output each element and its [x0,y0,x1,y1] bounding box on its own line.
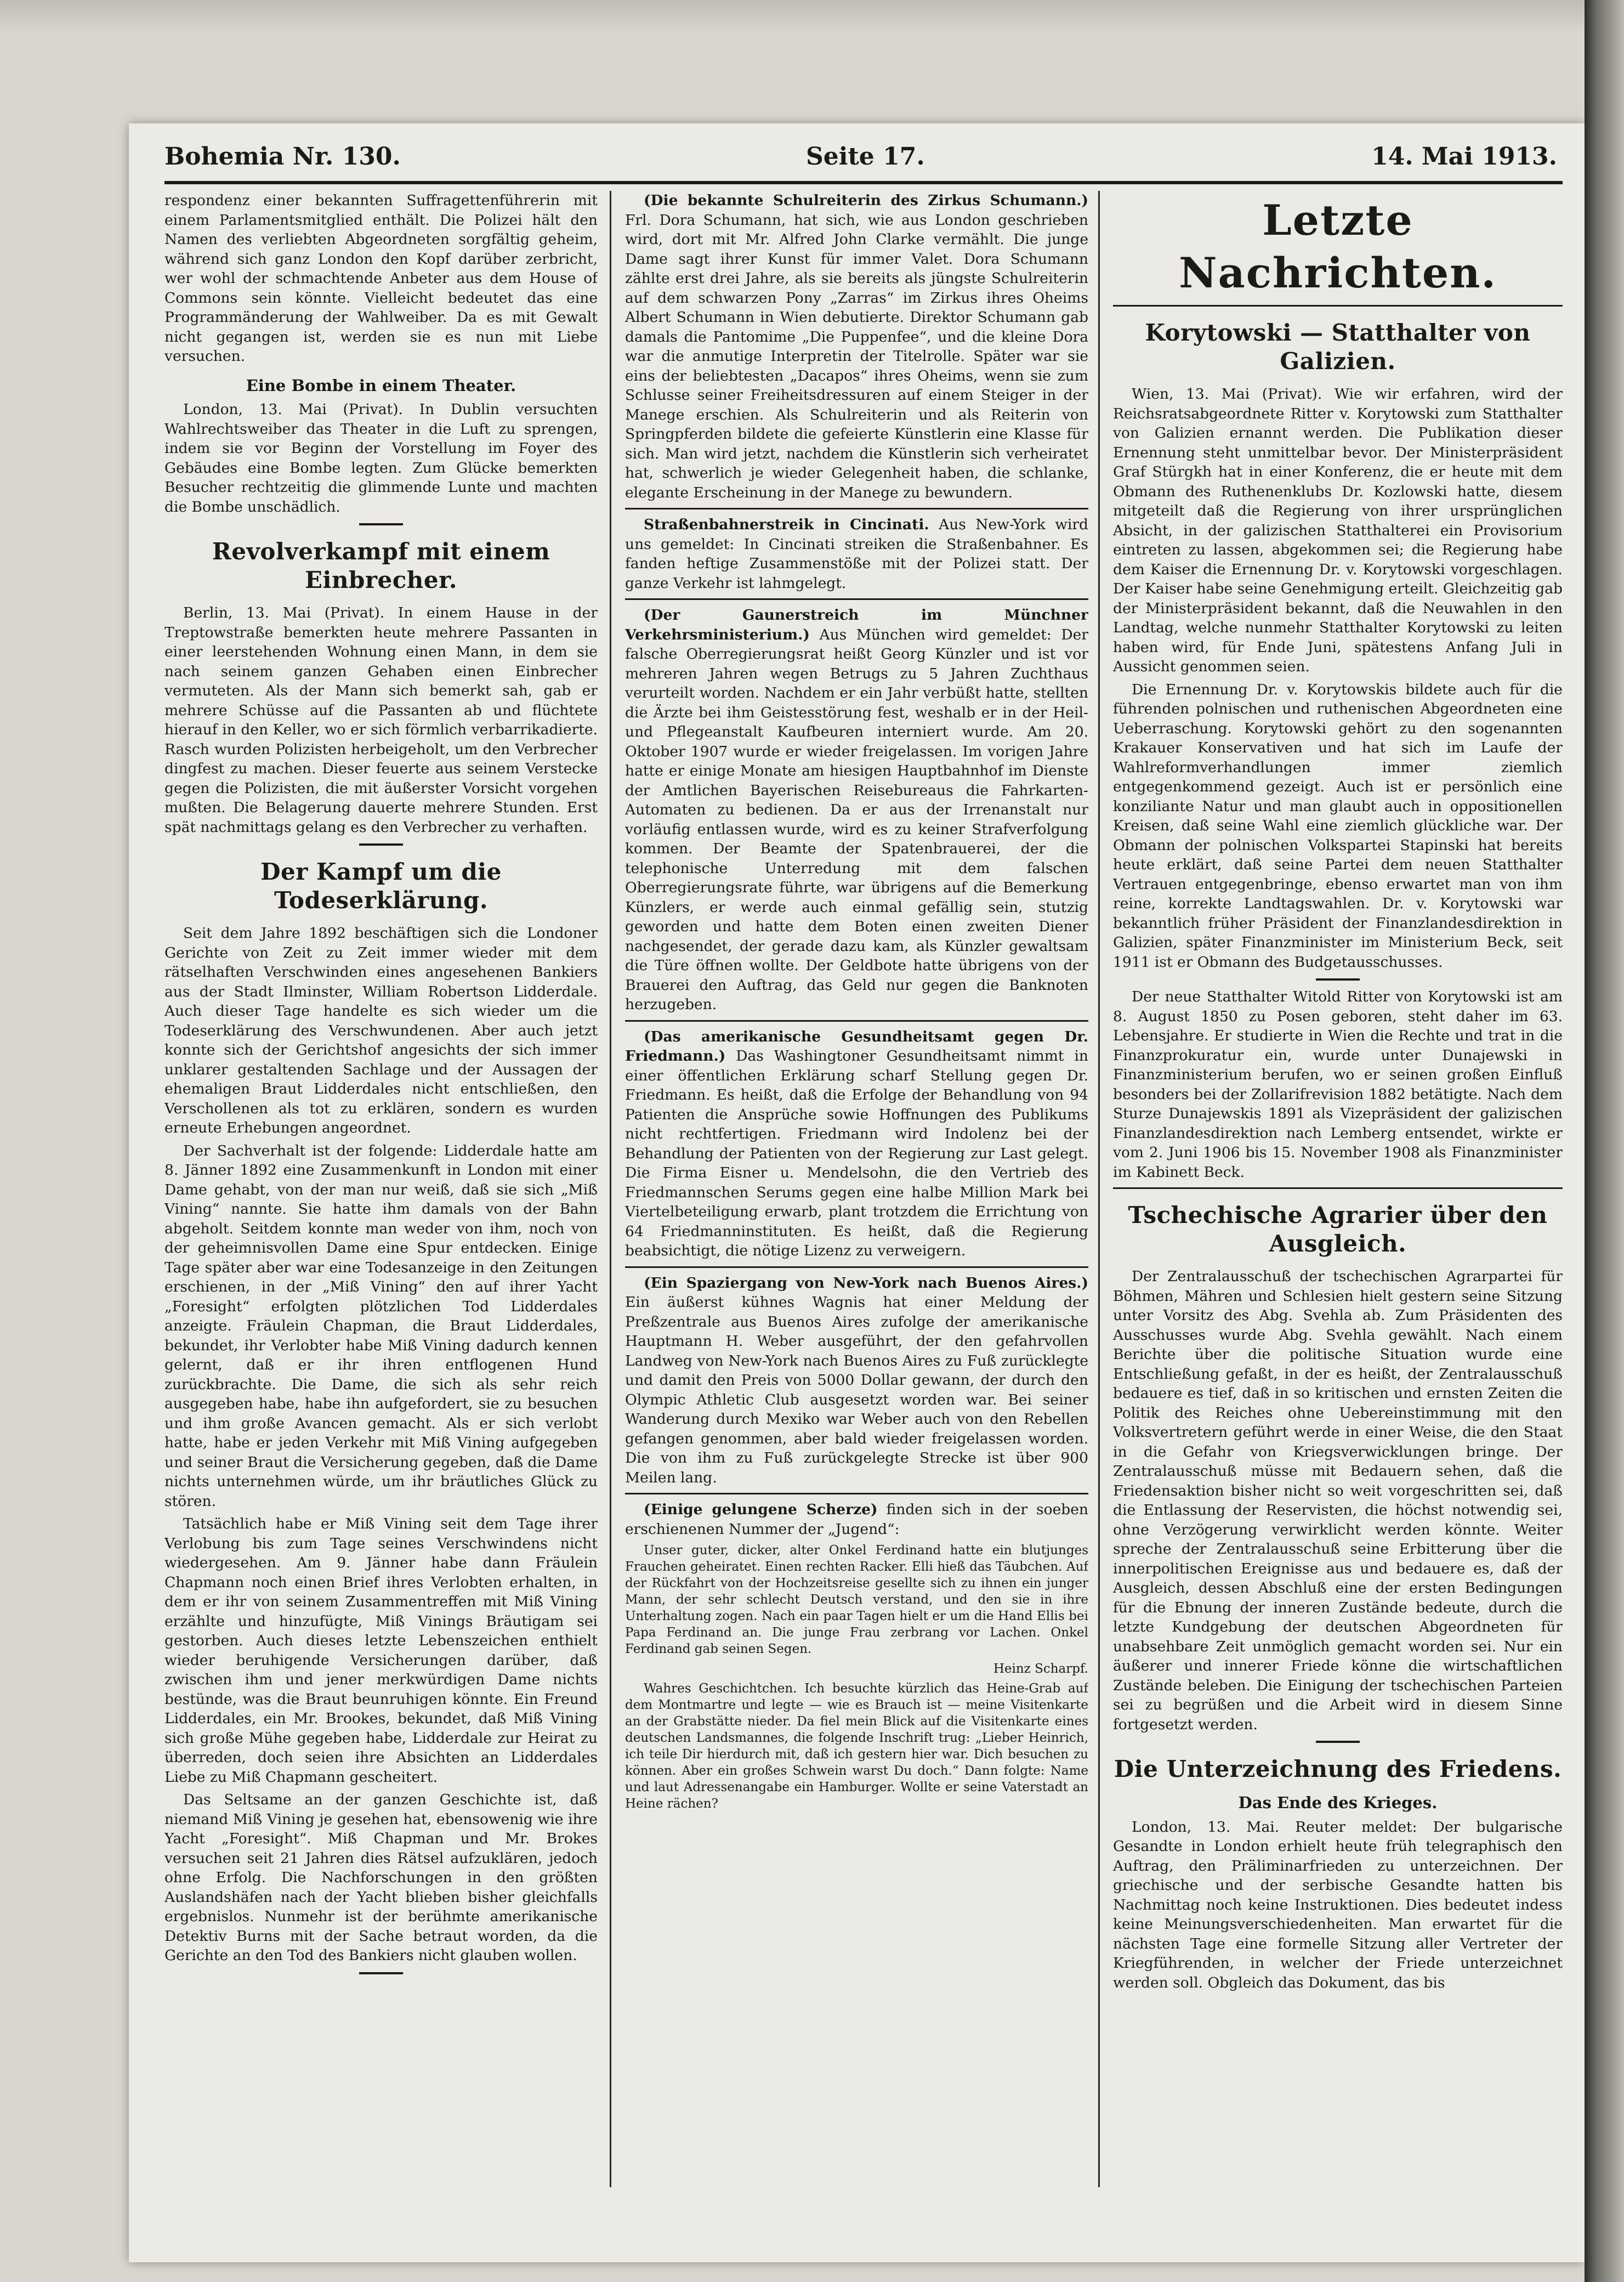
article-text: Frl. Dora Schumann, hat sich, wie aus London geschrieben wird, dort mit Mr. Alfred John Clarke vermählt. Die junge Dame sagt ihrer Kunst für immer Valet. Dora Schumann zählte erst drei Jahre, als sie bereits als jüngste Schulreiterin auf dem schwarzen Pony „Zarras“ im Zirkus ihres Oheims Albert Schumann in Wien debutierte. Direktor Schumann gab damals die Pantomime „Die Puppenfee“, und die kleine Dora war die anmutige Interpretin der Titelrolle. Später war sie eins der beliebtesten „Dacapos“ ihres Oheims, wenn sie zum Schlusse seiner Freiheitsdressuren auf einem Steiger in der Manege erschien. Als Schulreiterin und als Reiterin von Springpferden bildete die gefeierte Künstlerin eine Klasse für sich. Man wird jetzt, nachdem die Künstlerin sich verheiratet hat, schwerlich je wieder Gelegenheit haben, die schlanke, elegante Erscheinung in der Manege zu bewundern. [625,211,1088,501]
article-text: Tatsächlich habe er Miß Vining seit dem Tage ihrer Verlobung bis zum Tage seines Verschwindens nicht wiedergesehen. Am 9. Jänner habe dann Fräulein Chapmann noch einen Brief ihres Verlobten erhalten, in dem er ihr von seinem Zusammentreffen mit Miß Vining erzählte und hinzufügte, Miß Vinings Bräutigam sei gestorben. Auch dieses letzte Lebenszeichen enthielt wieder beruhigende Versicherungen darüber, daß zwischen ihm und jener merkwürdigen Dame nichts bestünde, was die Braut beunruhigen könnte. Ein Freund Lidderdales, ein Mr. Brookes, bekundet, daß Miß Vining sich große Mühe gegeben habe, Lidderdale zur Heirat zu überreden, doch seien ihre Absichten an Lidderdales Liebe zu Miß Chapmann gescheitert. [164,1515,598,1786]
item-lead: (Das amerikanische Gesundheitsamt gegen Dr. Friedmann.) [625,1028,1088,1064]
page-header [164,143,1557,181]
separator-rule [359,1972,403,1974]
item-lead: (Ein Spaziergang von New-York nach Buenos Aires.) [644,1274,1088,1292]
article-headline: Der Kampf um die Todeserklärung. [260,858,502,914]
article-text: Berlin, 13. Mai (Privat). In einem Hause in der Treptowstraße bemerkten heute mehrere Passanten in einer leerstehenden Wohnung einen Mann, in dem sie nach seinem ganzen Gehaben einen Einbrecher vermuteten. Als der Mann sich bemerkt sah, gab er mehrere Schüsse auf die Passanten ab und flüchtete hierauf in den Keller, wo er sich förmlich verbarrikadierte. Rasch wurden Polizisten herbeigeholt, um den Verbrecher dingfest zu machen. Dieser feuerte aus seinem Verstecke gegen die Polizisten, die mit äußerster Vorsicht vorgehen mußten. Die Belagerung dauerte mehrere Stunden. Erst spät nachmittags gelang es den Verbrecher zu verhaften. [164,604,598,836]
separator-rule [359,843,403,846]
article-subheading: Eine Bombe in einem Theater. [246,376,516,395]
article-text: Seit dem Jahre 1892 beschäftigen sich die Londoner Gerichte von Zeit zu Zeit immer wieder mit dem rätselhaften Verschwinden eines angesehenen Bankiers aus der Stadt Ilminster, William Robertson Lidderdale. Auch dieser Tage handelte es sich wieder um die Todeserklärung des Verschwundenen. Aber auch jetzt konnte sich der Gerichtshof angesichts der sich immer unklarer gestaltenden Sachlage und der Aussagen der ehemaligen Braut Lidderdales nicht entschließen, den Verschollenen als tot zu erklären, sondern es wurden erneute Erhebungen angeordnet. [164,925,598,1136]
separator-rule [625,1020,1088,1022]
article-text: Die Ernennung Dr. v. Korytowskis bildete auch für die führenden polnischen und ruthenischen Abgeordneten eine Ueberraschung. Korytowski gehört zu den sogenannten Krakauer Konservativen und hat sich im Laufe der Wahlreformverhandlungen immer ziemlich entgegenkommend gezeigt. Auch ist er persönlich eine konziliante Natur und man glaubt auch in oppositionellen Kreisen, daß seine Wahl eine ziemlich glückliche war. Der Obmann der polnischen Volkspartei Stapinski hat bereits heute erklärt, daß seine Partei dem neuen Statthalter Vertrauen entgegenbringe, ebenso erwartet man von ihm reine, korrekte Landtagswahlen. Dr. v. Korytowski war bekanntlich früher Präsident der Finanzlandesdirektion in Galizien, später Finanzminister im Ministerium Beck, seit 1911 ist er Obmann des Budgetausschusses. [1113,681,1563,971]
header-date: 14. Mai 1913. [1371,143,1557,171]
article-text: Der neue Statthalter Witold Ritter von Korytowski ist am 8. August 1850 zu Posen geboren, steht daher im 63. Lebensjahre. Er studierte in Wien die Rechte und trat in die Finanzprokuratur ein, wurde unter Dunajewski in Finanzministerium berufen, wo er seinen großen Einfluß besonders bei der Zollarifrevision 1882 betätigte. Nach dem Sturze Dunajewskis 1891 als Vizepräsident der galizischen Finanzlandesdirektion nach Lemberg entsendet, wirkte er vom 2. Juni 1906 bis 15. November 1908 als Finanzminister im Kabinett Beck. [1113,988,1563,1181]
article-headline: Die Unterzeichnung des Friedens. [1114,1756,1562,1782]
column-right [1113,191,1563,2187]
separator-rule [625,508,1088,509]
header-rule [164,181,1563,184]
separator-rule [1113,1187,1563,1189]
article-text: Aus New-York wird uns gemeldet: In Cincinati streiken die Straßenbahner. Es fanden heftige Zusammenstöße mit der Polizei statt. Der ganze Verkehr ist lahmgelegt. [625,516,1088,592]
separator-rule [1113,305,1563,307]
section-title: Letzte Nachrichten. [1179,196,1497,297]
item-lead: (Einige gelungene Scherze) [644,1501,878,1518]
article-text: Der Sachverhalt ist der folgende: Lidderdale hatte am 8. Jänner 1892 eine Zusammenkunft in London mit einer Dame gehabt, von der man nur weiß, daß sie sich „Miß Vining“ nannte. Sie hatte ihm damals von der Bahn abgeholt. Seitdem konnte man weder von ihm, noch von der geheimnisvollen Dame eine Spur entdecken. Einige Tage später aber war eine Todesanzeige in den Zeitungen erschienen, in der „Miß Vining“ den auf ihrer Yacht „Foresight“ erfolgten plötzlichen Tod Lidderdales anzeigte. Fräulein Chapman, die Braut Lidderdales, bekundet, ihr Verlobter habe Miß Vining dadurch kennen gelernt, daß er ihr ihren entflogenen Hund zurückbrachte. Die Dame, die sich als sehr reich ausgegeben habe, habe ihn aufgefordert, sie zu besuchen und ihm große Avancen gemacht. Als er sich verlobt hatte, habe er jeden Verkehr mit Miß Vining aufgegeben und seiner Braut die Versicherung gegeben, daß die Dame nichts unternehmen würde, um ihr bräutliches Glück zu stören. [164,1142,598,1510]
separator-rule [359,523,403,525]
article-headline: Revolverkampf mit einem Einbrecher. [212,538,550,593]
joke-text: Wahres Geschichtchen. Ich besuchte kürzlich das Heine-Grab auf dem Montmartre und legte — wie es Brauch ist — meine Visitenkarte an der Grabstätte nieder. Da fiel mein Blick auf die Visitenkarte eines deutschen Landsmannes, die folgende Inschrift trug: „Lieber Heinrich, ich teile Dir hierdurch mit, daß ich gestern hier war. Dich besuchen zu können. Aber ein großes Schwein warst Du doch.“ Dann folgte: Name und laut Adressenangabe ein Hamburger. Wollte er seine Vaterstadt an Heine rächen? [625,1681,1088,1811]
article-text: Der Zentralausschuß der tschechischen Agrarpartei für Böhmen, Mähren und Schlesien hielt gestern seine Sitzung unter Vorsitz des Abg. Svehla ab. Zum Präsidenten des Ausschusses wurde Abg. Svehla gewählt. Nach einem Berichte über die politische Situation wurde eine Entschließung gefaßt, in der es heißt, der Zentralausschuß bedauere es tief, daß in so kritischen und ernsten Zeiten die Politik des Reiches ohne Uebereinstimmung mit den Volksvertretern geführt werde in einer Weise, die den Staat in die Gefahr von Kriegsverwicklungen bringe. Der Zentralausschuß müsse mit Bedauern sehen, daß die Friedensaktion bisher nicht so weit vorgeschritten sei, daß die Entlassung der Reservisten, die höchst notwendig sei, ohne Verzögerung verwirklicht werden könnte. Weiter spreche der Zentralausschuß seine Erbitterung über die innerpolitischen Ereignisse aus und bedauere es, daß der Ausgleich, dessen Abschluß eine der ersten Bedingungen für die Ebnung der inneren Zustände bedeute, durch die letzte Kundgebung der deutschen Abgeordneten für unabsehbare Zeit unmöglich gemacht worden sei. Nur ein äußerer und innerer Friede könne die wirtschaftlichen Zustände beleben. Die Einigung der tschechischen Parteien sei zu begrüßen und die Arbeit wird in diesem Sinne fortgesetzt werden. [1113,1268,1563,1733]
joke-text: Unser guter, dicker, alter Onkel Ferdinand hatte ein blutjunges Frauchen geheiratet. Einen rechten Racker. Elli hieß das Täubchen. Auf der Rückfahrt von der Hochzeitsreise gesellte sich zu ihnen ein junger Mann, der sehr schlecht Deutsch verstand, und den sie in ihre Unterhaltung zogen. Nach ein paar Tagen hielt er um die Hand Ellis bei Papa Ferdinand an. Die junge Frau zerbrang vor Lachen. Onkel Ferdinand gab seinen Segen. [625,1543,1088,1656]
article-text: Wien, 13. Mai (Privat). Wie wir erfahren, wird der Reichsratsabgeordnete Ritter v. Korytowski zum Statthalter von Galizien ernannt werden. Die Publikation dieser Ernennung steht unmittelbar bevor. Der Ministerpräsident Graf Stürgkh hat in einer Konferenz, die er heute mit dem Obmann des Ruthenenklubs Dr. Kozlowski hatte, diesem mitgeteilt daß die Regierung von ihrer ursprünglichen Absicht, in der galizischen Statthalterei ein Provisorium eintreten zu lassen, abgekommen sei; die Regierung habe dem Kaiser die Ernennung Dr. v. Korytowski vorgeschlagen. Der Kaiser habe seine Genehmigung erteilt. Gleichzeitig gab der Ministerpräsident bekannt, daß die Neuwahlen in den Landtag, welche nunmehr Statthalter Korytowski zu leiten haben wird, für Ende Juni, spätestens Anfang Juli in Aussicht genommen seien. [1113,386,1563,675]
column-rule [1098,191,1100,2187]
item-lead: (Der Gaunerstreich im Münchner Verkehrsministerium.) [625,607,1088,643]
separator-rule [1316,978,1360,981]
column-middle [625,191,1088,2187]
scan-right-edge [1585,0,1624,2282]
separator-rule [625,1266,1088,1268]
header-page-number: Seite 17. [806,143,925,171]
separator-rule [625,1493,1088,1494]
article-text: London, 13. Mai. Reuter meldet: Der bulgarische Gesandte in London erhielt heute früh telegraphisch den Auftrag, den Präliminarfrieden zu unterzeichnen. Der griechische und der serbische Gesandte hatten bis Nachmittag noch keine Instruktionen. Dies bedeutet indess keine Meinungsverschiedenheiten. Man erwartet für die nächsten Tage eine formelle Sitzung aller Vertreter der Kriegführenden, in welcher der Friede unterzeichnet werden soll. Obgleich das Dokument, das bis [1113,1818,1563,1991]
article-text: respondenz einer bekannten Suffragettenführerin mit einem Parlamentsmitglied enthält. Die Polizei hält den Namen des verliebten Abgeordneten sorgfältig geheim, während sich ganz London den Kopf darüber zerbricht, wer wohl der schmachtende Anbeter aus dem House of Commons sein könnte. Vielleicht bedeutet das eine Programmänderung der Wahlweiber. Da es mit Gewalt nicht gegangen ist, werden sie es nun mit Liebe versuchen. [164,192,598,365]
article-text: Ein äußerst kühnes Wagnis hat einer Meldung der Preßzentrale aus Buenos Aires zufolge der amerikanische Hauptmann H. Weber ausgeführt, der den gefahrvollen Landweg von New-York nach Buenos Aires zu Fuß zurücklegte und damit den Preis von 5000 Dollar gewann, der durch den Olympic Athletic Club ausgesetzt worden war. Bei seiner Wanderung durch Mexiko war Weber auch von den Rebellen gefangen genommen, aber bald wieder freigelassen worden. Die von ihm zu Fuß zurückgelegte Strecke ist über 900 Meilen lang. [625,1294,1088,1486]
column-rule [610,191,611,2187]
joke-signature: Heinz Scharpf. [993,1662,1088,1676]
header-masthead: Bohemia Nr. 130. [164,143,401,171]
article-subheading: Das Ende des Krieges. [1238,1793,1438,1812]
article-text: finden sich in der soeben erschienenen Nummer der „Jugend“: [625,1501,1088,1538]
separator-rule [1316,1741,1360,1743]
item-lead: (Die bekannte Schulreiterin des Zirkus Schumann.) [644,192,1088,209]
article-text: Das Washingtoner Gesundheitsamt nimmt in einer öffentlichen Erklärung scharf Stellung gegen Dr. Friedmann. Es heißt, daß die Erfolge der Behandlung von 94 Patienten die Ansprüche sowie Hoffnungen des Publikums nicht rechtfertigen. Friedmann wird Indolenz bei der Behandlung der Patienten von der Regierung zur Last gelegt. Die Firma Eisner u. Mendelsohn, die den Vertrieb des Friedmannschen Serums gegen eine halbe Million Mark bei Viertelbeteiligung erwarb, plant trotzdem die Errichtung von 64 Friedmanninstituten. Es heißt, daß die Regierung beabsichtigt, die nötige Lizenz zu verweigern. [625,1047,1088,1259]
separator-rule [625,598,1088,600]
column-left [164,191,598,2187]
article-headline: Korytowski — Statthalter von Galizien. [1145,319,1531,375]
article-text: London, 13. Mai (Privat). In Dublin versuchten Wahlrechtsweiber das Theater in die Luft zu sprengen, indem sie vor Beginn der Vorstellung im Foyer des Gebäudes eine Bombe legten. Zum Glücke bemerkten Besucher rechtzeitig die glimmende Lunte und machten die Bombe unschädlich. [164,401,598,516]
scan-top-margin [0,0,1624,33]
article-headline: Tschechische Agrarier über den Ausgleich. [1128,1202,1548,1257]
item-lead: Straßenbahnerstreik in Cincinati. [644,516,929,533]
article-text: Aus München wird gemeldet: Der falsche Oberregierungsrat heißt Georg Künzler und ist vor mehreren Jahren wegen Betrugs zu 5 Jahren Zuchthaus verurteilt worden. Nachdem er ein Jahr verbüßt hatte, stellten die Ärzte bei ihm Geistesstörung fest, weshalb er in der Heil- und Pflegeanstalt Kaufbeuren interniert wurde. Am 20. Oktober 1907 wurde er wieder freigelassen. Im vorigen Jahre hatte er einige Monate am hiesigen Hauptbahnhof im Dienste der Amtlichen Bayerischen Reisebureaus die Fahrkarten-Automaten zu bedienen. Da er aus der Irrenanstalt nur vorläufig entlassen wurde, wird es zu keiner Strafverfolgung kommen. Der Beamte der Spatenbrauerei, der die telephonische Unterredung mit dem falschen Oberregierungsrate führte, war übrigens auf die Bemerkung Künzlers, er werde auch einmal gefällig sein, stutzig geworden und hatte dem Boten einen zweiten Diener nachgesendet, der gerade dazu kam, als Künzler gewaltsam die Türe öffnen wollte. Der Geldbote hatte übrigens von der Brauerei den Auftrag, das Geld nur gegen die Banknoten herzugeben. [625,626,1088,1013]
article-text: Das Seltsame an der ganzen Geschichte ist, daß niemand Miß Vining je gesehen hat, ebensowenig wie ihre Yacht „Foresight“. Miß Chapman und Mr. Brokes versuchen seit 21 Jahren dies Rätsel aufzuklären, jedoch ohne Erfolg. Die Nachforschungen in den größten Auslandshäfen nach der Yacht blieben bisher gleichfalls ergebnislos. Nunmehr ist der berühmte amerikanische Detektiv Burns mit der Sache betraut worden, da die Gerichte an den Tod des Bankiers nicht glauben wollen. [164,1791,598,1964]
